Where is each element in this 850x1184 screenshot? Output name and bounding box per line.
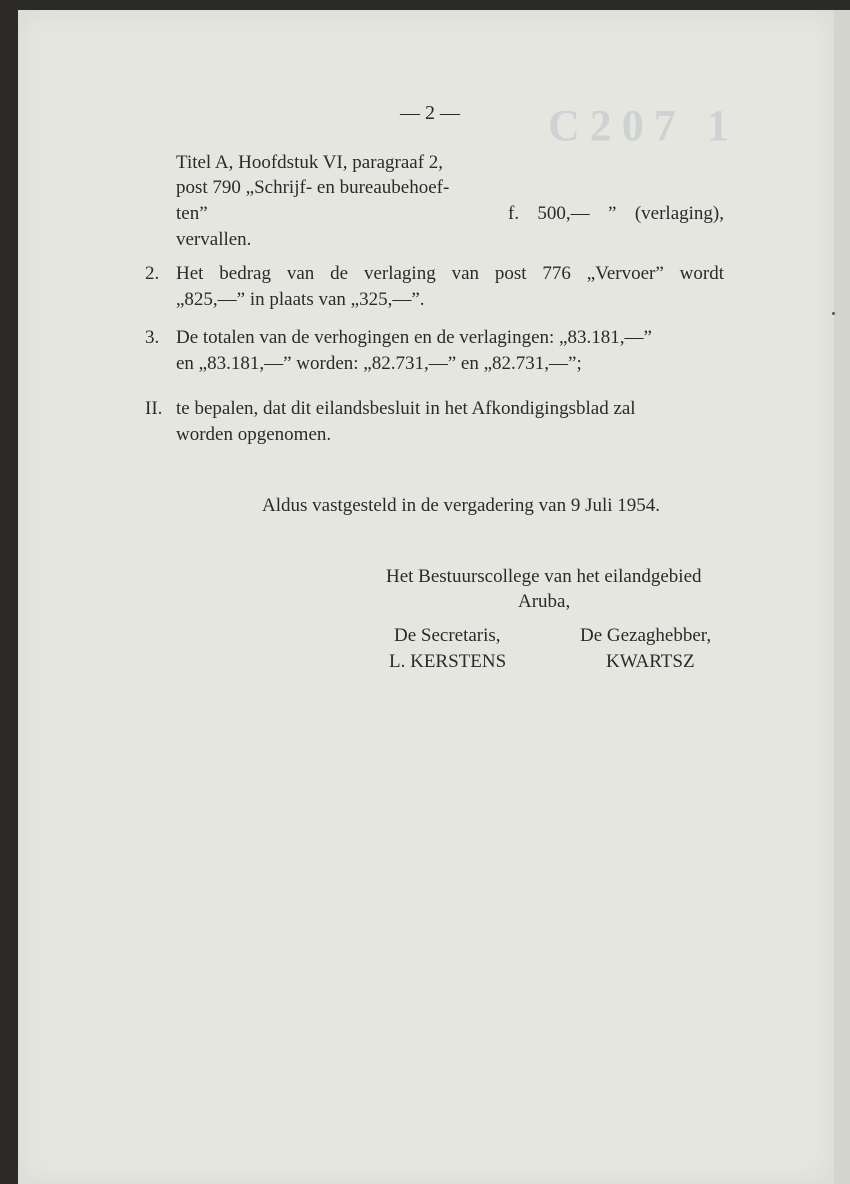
- item-II-line-1: te bepalen, dat dit eilandsbesluit in het Afkondigingsblad zal: [176, 398, 636, 419]
- governor-title: De Gezaghebber,: [580, 625, 712, 646]
- page-edge: [834, 10, 850, 1184]
- titel-line-1: Titel A, Hoofdstuk VI, paragraaf 2,: [176, 152, 444, 173]
- closing-line: Aldus vastgesteld in de vergadering van 9 Juli 1954.: [262, 495, 661, 516]
- titel-line-3-right: f. 500,— ” (verlaging),: [508, 203, 724, 224]
- item-II-line-2: worden opgenomen.: [176, 424, 332, 445]
- item-3-line-1: De totalen van de verhogingen en de verlagingen: „83.181,—”: [176, 327, 652, 348]
- item-3-number: 3.: [145, 327, 160, 348]
- governor-name: KWARTSZ: [606, 651, 695, 672]
- board-line-1: Het Bestuurscollege van het eilandgebied: [386, 566, 702, 587]
- item-3-line-2: en „83.181,—” worden: „82.731,—” en „82.731,—”;: [176, 353, 582, 374]
- item-2-number: 2.: [145, 263, 160, 284]
- titel-line-2: post 790 „Schrijf- en bureaubehoef-: [176, 177, 450, 198]
- item-2-line-1: Het bedrag van de verlaging van post 776 „Vervoer” wordt: [176, 263, 724, 284]
- titel-line-4: vervallen.: [176, 229, 252, 250]
- speck: [832, 312, 835, 315]
- page-number: — 2 —: [400, 102, 460, 124]
- titel-line-3-left: ten”: [176, 203, 208, 224]
- secretary-title: De Secretaris,: [394, 625, 501, 646]
- archive-stamp: C207 1: [548, 101, 739, 150]
- secretary-name: L. KERSTENS: [389, 651, 507, 672]
- item-II-number: II.: [145, 398, 163, 419]
- item-2-line-2: „825,—” in plaats van „325,—”.: [176, 289, 425, 310]
- board-line-2: Aruba,: [518, 591, 571, 612]
